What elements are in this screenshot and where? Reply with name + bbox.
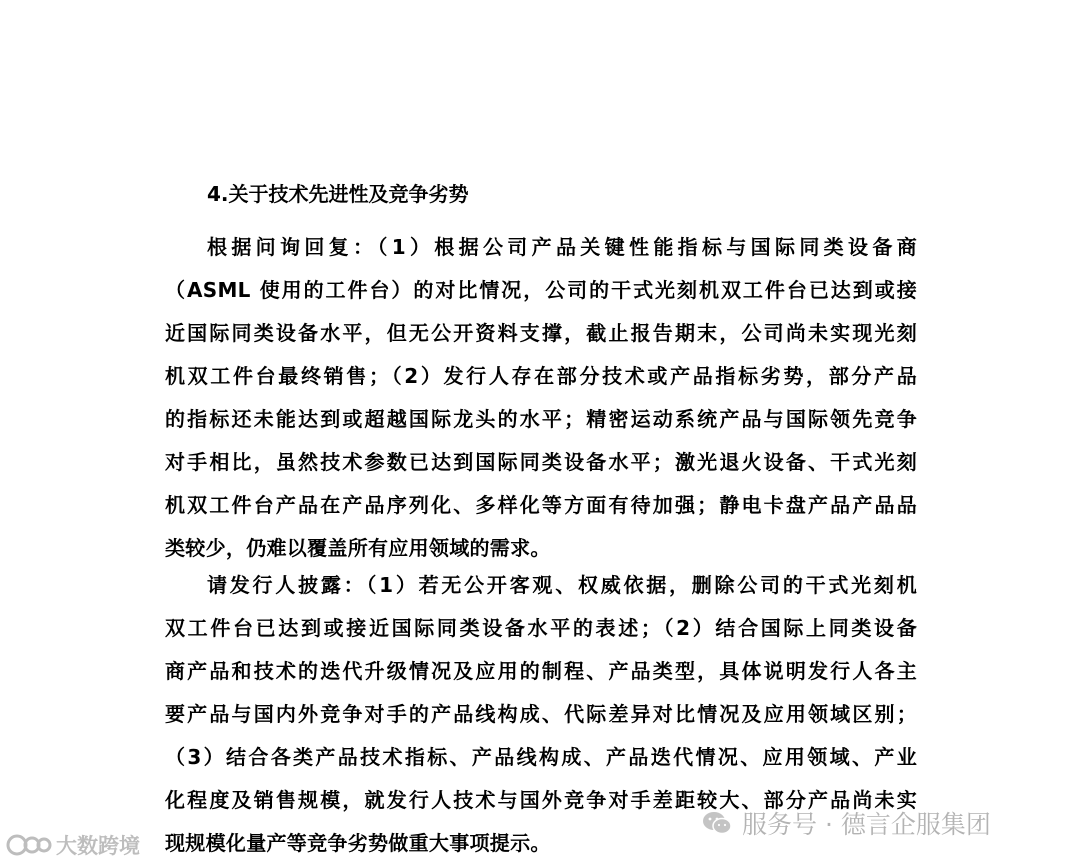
paragraph2-line-5: （3）结合各类产品技术指标、产品线构成、产品迭代情况、应用领域、产业 bbox=[165, 745, 917, 769]
paragraph1-line-7: 机双工件台产品在产品序列化、多样化等方面有待加强；静电卡盘产品产品品 bbox=[165, 493, 917, 517]
paragraph1-line-6: 对手相比，虽然技术参数已达到国际同类设备水平；激光退火设备、干式光刻 bbox=[165, 450, 917, 474]
paragraph2-line-7: 现规模化量产等竞争劣势做重大事项提示。 bbox=[165, 831, 551, 855]
watermark-left-text: 大数跨境 bbox=[56, 834, 140, 858]
paragraph2-line-2: 双工件台已达到或接近国际同类设备水平的表述；（2）结合国际上同类设备 bbox=[165, 616, 917, 640]
watermark-left bbox=[6, 830, 140, 860]
paragraph1-line-5: 的指标还未能达到或超越国际龙头的水平；精密运动系统产品与国际领先竞争 bbox=[165, 407, 917, 431]
paragraph2-line-6: 化程度及销售规模，就发行人技术与国外竞争对手差距较大、部分产品尚未实 bbox=[165, 788, 917, 812]
paragraph2-line-3: 商产品和技术的迭代升级情况及应用的制程、产品类型，具体说明发行人各主 bbox=[165, 659, 917, 683]
paragraph2-line-4: 要产品与国内外竞争对手的产品线构成、代际差异对比情况及应用领域区别； bbox=[165, 702, 917, 726]
logo-icon bbox=[6, 832, 52, 858]
paragraph1-line-4: 机双工件台最终销售；（2）发行人存在部分技术或产品指标劣势，部分产品 bbox=[165, 364, 917, 388]
wechat-icon bbox=[702, 810, 732, 836]
paragraph1-line-3: 近国际同类设备水平，但无公开资料支撑，截止报告期末，公司尚未实现光刻 bbox=[165, 321, 917, 345]
paragraph1-line-1: 根据问询回复：（1）根据公司产品关键性能指标与国际同类设备商 bbox=[207, 235, 917, 259]
section-heading: 4.关于技术先进性及竞争劣势 bbox=[207, 182, 469, 206]
paragraph1-line-2: （ASML 使用的工件台）的对比情况，公司的干式光刻机双工件台已达到或接 bbox=[165, 278, 917, 302]
watermark-right bbox=[702, 805, 991, 841]
paragraph2-line-1: 请发行人披露：（1）若无公开客观、权威依据，删除公司的干式光刻机 bbox=[207, 573, 917, 597]
watermark-right-text: 服务号 · 德言企服集团 bbox=[742, 810, 991, 839]
paragraph1-line-8: 类较少，仍难以覆盖所有应用领域的需求。 bbox=[165, 536, 551, 560]
